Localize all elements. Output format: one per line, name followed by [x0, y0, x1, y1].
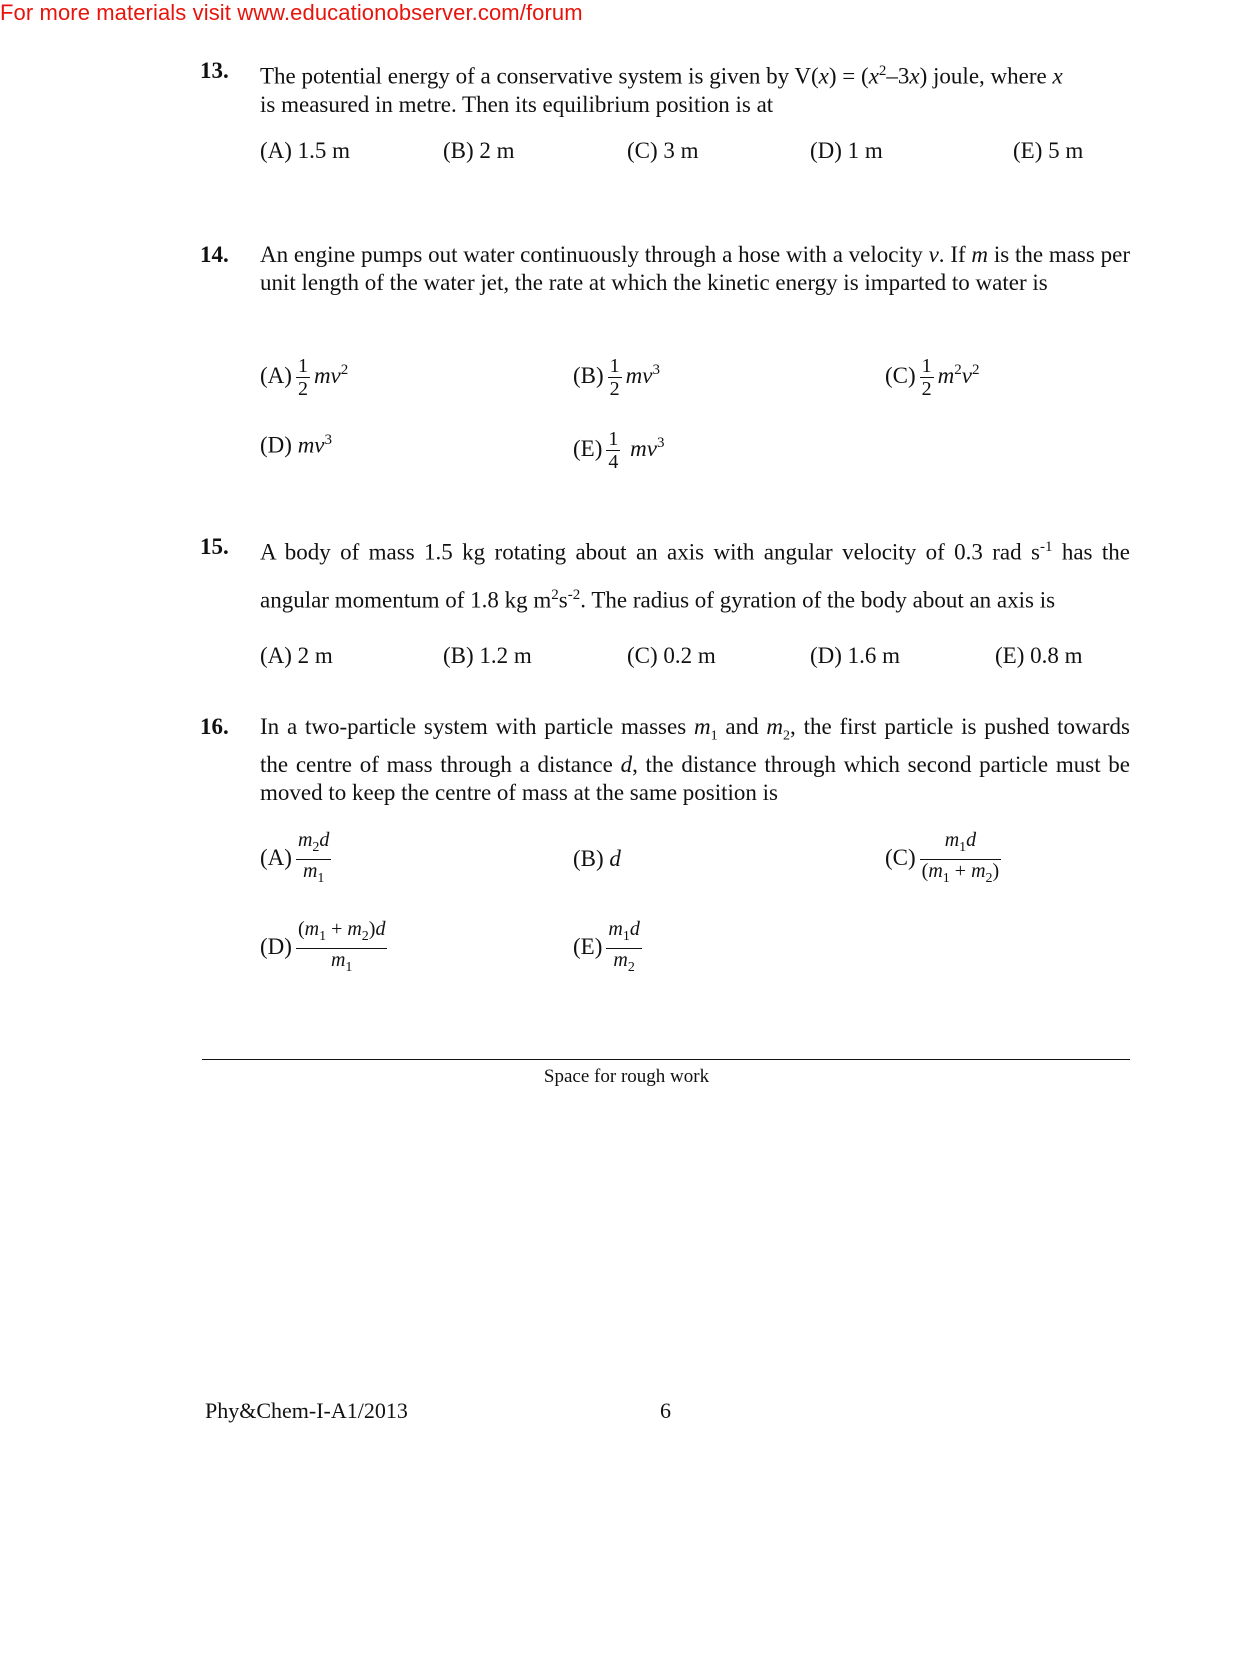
fraction: $\frac{m_1d}{m_2}$	[608, 918, 640, 975]
paper-code: Phy&Chem-I-A1/2013	[205, 1398, 408, 1423]
question-number: 15.	[200, 534, 229, 559]
question-text: In a two-particle system with particle masses $m_1$ and $m_2$, the first particle is pushed towards the centre of mass through a distance d, the distance through which second particle must be moved to keep the centre of mass at the same position is	[260, 714, 1131, 805]
fraction: $\frac{m_2d}{m_1}$	[297, 829, 330, 886]
q16-option-b: (B) d	[573, 846, 621, 871]
question-number: 13.	[200, 58, 229, 83]
question-number: 16.	[200, 714, 229, 739]
fraction: $\frac{(m_1 + m_2)d}{m_1}$	[297, 918, 386, 975]
rough-work-divider	[202, 1059, 1130, 1060]
q15-option-e: (E) 0.8 m	[995, 643, 1083, 668]
q13-option-e: (E) 5 m	[1013, 138, 1084, 163]
q14-option-b: (B) $\frac{1}{2}$ $mv^3$	[573, 355, 660, 400]
q13-option-c: (C) 3 m	[627, 138, 699, 163]
q16-option-d: (D) $\frac{(m_1 + m_2)d}{m_1}$	[260, 918, 391, 979]
q14-option-c: (C) $\frac{1}{2}$ $m^2v^2$	[885, 355, 980, 400]
question-14	[200, 241, 1130, 297]
rough-work-label: Space for rough work	[543, 1066, 710, 1087]
q14-option-a: (A) $\frac{1}{2}$ $mv^2$	[260, 355, 349, 400]
fraction: $\frac{1}{4}$	[608, 428, 619, 473]
q13-option-a: (A) 1.5 m	[260, 138, 351, 163]
q14-option-d: (D) $mv^3$	[260, 432, 333, 458]
question-16	[200, 713, 1130, 807]
q13-option-b: (B) 2 m	[443, 138, 515, 163]
question-text: The potential energy of a conservative system is given by $V(x) = (x^2-3x)$ joule, where x is measured in metre. Then its equilibrium position is at	[260, 63, 1063, 117]
fraction: $\frac{m_1d}{(m_1 + m_2)}$	[921, 829, 1000, 886]
q13-option-d: (D) 1 m	[810, 138, 883, 163]
q14-option-e: (E) $\frac{1}{4}$ $mv^3$	[573, 428, 665, 473]
question-number: 14.	[200, 242, 229, 267]
fraction: $\frac{1}{2}$	[921, 355, 932, 400]
q15-option-b: (B) 1.2 m	[443, 643, 532, 668]
fraction: $\frac{1}{2}$	[297, 355, 308, 400]
page-number: 6	[660, 1398, 671, 1423]
q15-option-a: (A) 2 m	[260, 643, 333, 668]
question-text: A body of mass 1.5 kg rotating about an axis with angular velocity of 0.3 rad $s^{-1}$ has the angular momentum of 1.8 kg $m^2s^{-2}$. The radius of gyration of the body about an axis is	[260, 539, 1130, 613]
q15-option-c: (C) 0.2 m	[627, 643, 716, 668]
q15-option-d: (D) 1.6 m	[810, 643, 901, 668]
question-text: An engine pumps out water continuously through a hose with a velocity v. If m is the mass per unit length of the water jet, the rate at which the kinetic energy is imparted to water is	[260, 242, 1130, 295]
q16-option-e: (E) $\frac{m_1d}{m_2}$	[573, 918, 646, 979]
q16-option-c: (C) $\frac{m_1d}{(m_1 + m_2)}$	[885, 829, 1005, 890]
source-banner[interactable]: For more materials visit www.educationobserver.com/forum	[0, 0, 583, 25]
question-13	[200, 57, 1130, 119]
q16-option-a: (A) $\frac{m_2d}{m_1}$	[260, 829, 335, 890]
fraction: $\frac{1}{2}$	[609, 355, 620, 400]
question-15	[200, 526, 1130, 621]
